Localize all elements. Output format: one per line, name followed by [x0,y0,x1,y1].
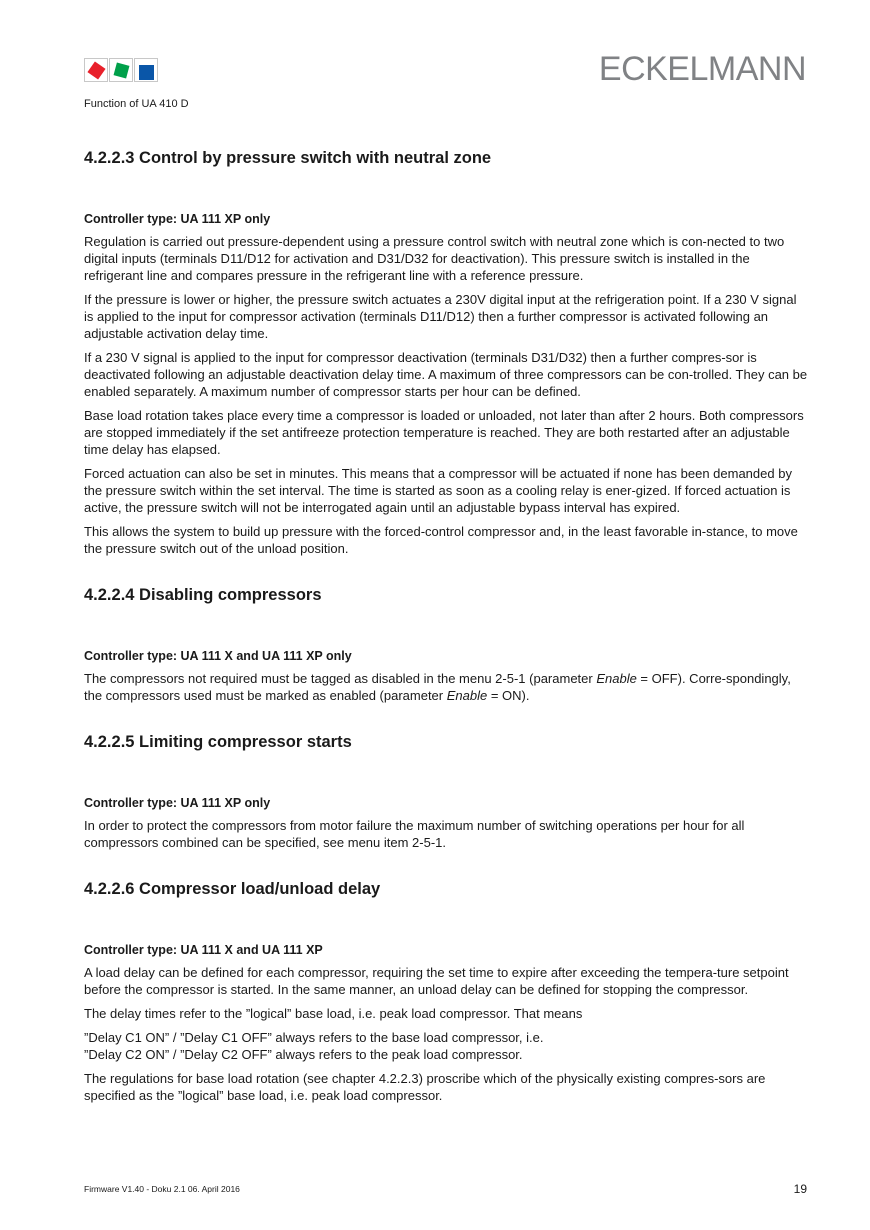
doc-subtitle: Function of UA 410 D [84,98,189,110]
page-number: 19 [793,1182,807,1196]
paragraph: Forced actuation can also be set in minutes. This means that a compressor will be actuated if none has been demanded by the pressure switch within the set interval. The time is started as soon as a cooling relay is ener-gized. If forced actuation is active, the pressure switch will not be interrogated again until an adjustable bypass interval has expired. [84,466,792,515]
controller-type: Controller type: UA 111 XP only [84,796,271,810]
paragraph: ”Delay C1 ON” / ”Delay C1 OFF” always refers to the base load compressor, i.e. [84,1030,544,1045]
paragraph: If a 230 V signal is applied to the input for compressor deactivation (terminals D31/D32) then a further compres-sor is deactivated following an adjustable deactivation delay time. A maximum of three compressors can be con-trolled. They can be enabled separately. A maximum number of compressor starts per hour can be defined. [84,350,808,399]
paragraph: In order to protect the compressors from motor failure the maximum number of switching operations per hour for all compressors combined can be specified, see menu item 2-5-1. [84,818,745,850]
param-name: Enable [596,671,637,686]
controller-type: Controller type: UA 111 X and UA 111 XP only [84,649,352,663]
paragraph: Regulation is carried out pressure-dependent using a pressure control switch with neutral zone which is con-nected to two digital inputs (terminals D11/D12 for activation and D31/D32 for deactivation). This pressure switch is installed in the refrigerant line and compares pressure in the refrigerant line with a reference pressure. [84,234,785,283]
paragraph: A load delay can be defined for each compressor, requiring the set time to expire after exceeding the tempera-ture setpoint before the compressor is started. In the same manner, an unload delay can be defined for stopping the compressor. [84,965,789,997]
section-heading: 4.2.2.3 Control by pressure switch with neutral zone [84,149,492,167]
paragraph: Base load rotation takes place every time a compressor is loaded or unloaded, not later than after 2 hours. Both compressors are stopped immediately if the set antifreeze protection temperature is reached. They are both restarted after an adjustable time delay has elapsed. [84,408,804,457]
logo-cell-blue [134,58,158,82]
param-name: Enable [446,688,488,703]
section-heading: 4.2.2.5 Limiting compressor starts [84,733,352,751]
page-content [84,140,808,1132]
section-4-2-2-6 [84,879,808,1104]
section-4-2-2-3 [84,148,808,557]
paragraph: ”Delay C2 ON” / ”Delay C2 OFF” always refers to the peak load compressor. [84,1047,523,1062]
brand-wordmark: ECKELMANN [598,50,806,88]
section-4-2-2-4 [84,585,808,704]
green-diamond-icon [113,62,129,78]
blue-square-icon [139,65,154,80]
paragraph: The delay times refer to the ”logical” base load, i.e. peak load compressor. That means [84,1006,583,1021]
paragraph: If the pressure is lower or higher, the pressure switch actuates a 230V digital input at the refrigeration point. If a 230 V signal is applied to the input for compressor activation (terminals D11/D12) then a further compressor is activated following an adjustable activation delay time. [84,292,797,341]
footer-firmware-info: Firmware V1.40 - Doku 2.1 06. April 2016 [84,1184,240,1194]
paragraph: The regulations for base load rotation (see chapter 4.2.2.3) proscribe which of the physically existing compres-sors are specified as the ”logical” base load, i.e. peak load compressor. [84,1071,766,1103]
text: = OFF). Corre-spondingly, the compressors used must be marked as enabled (parameter [84,671,791,703]
logo-cell-green [109,58,133,82]
text: The compressors not required must be tagged as disabled in the menu 2-5-1 (parameter [84,671,597,686]
section-heading: 4.2.2.6 Compressor load/unload delay [84,880,381,898]
company-logo [84,58,159,82]
controller-type: Controller type: UA 111 XP only [84,212,271,226]
controller-type: Controller type: UA 111 X and UA 111 XP [84,943,323,957]
section-4-2-2-5 [84,732,808,851]
section-heading: 4.2.2.4 Disabling compressors [84,586,322,604]
red-diamond-icon [87,61,105,79]
paragraph [84,670,808,704]
logo-cell-red [84,58,108,82]
paragraph: This allows the system to build up pressure with the forced-control compressor and, in the least favorable in-stance, to move the pressure switch out of the unload position. [84,524,798,556]
text: = ON). [487,688,530,703]
